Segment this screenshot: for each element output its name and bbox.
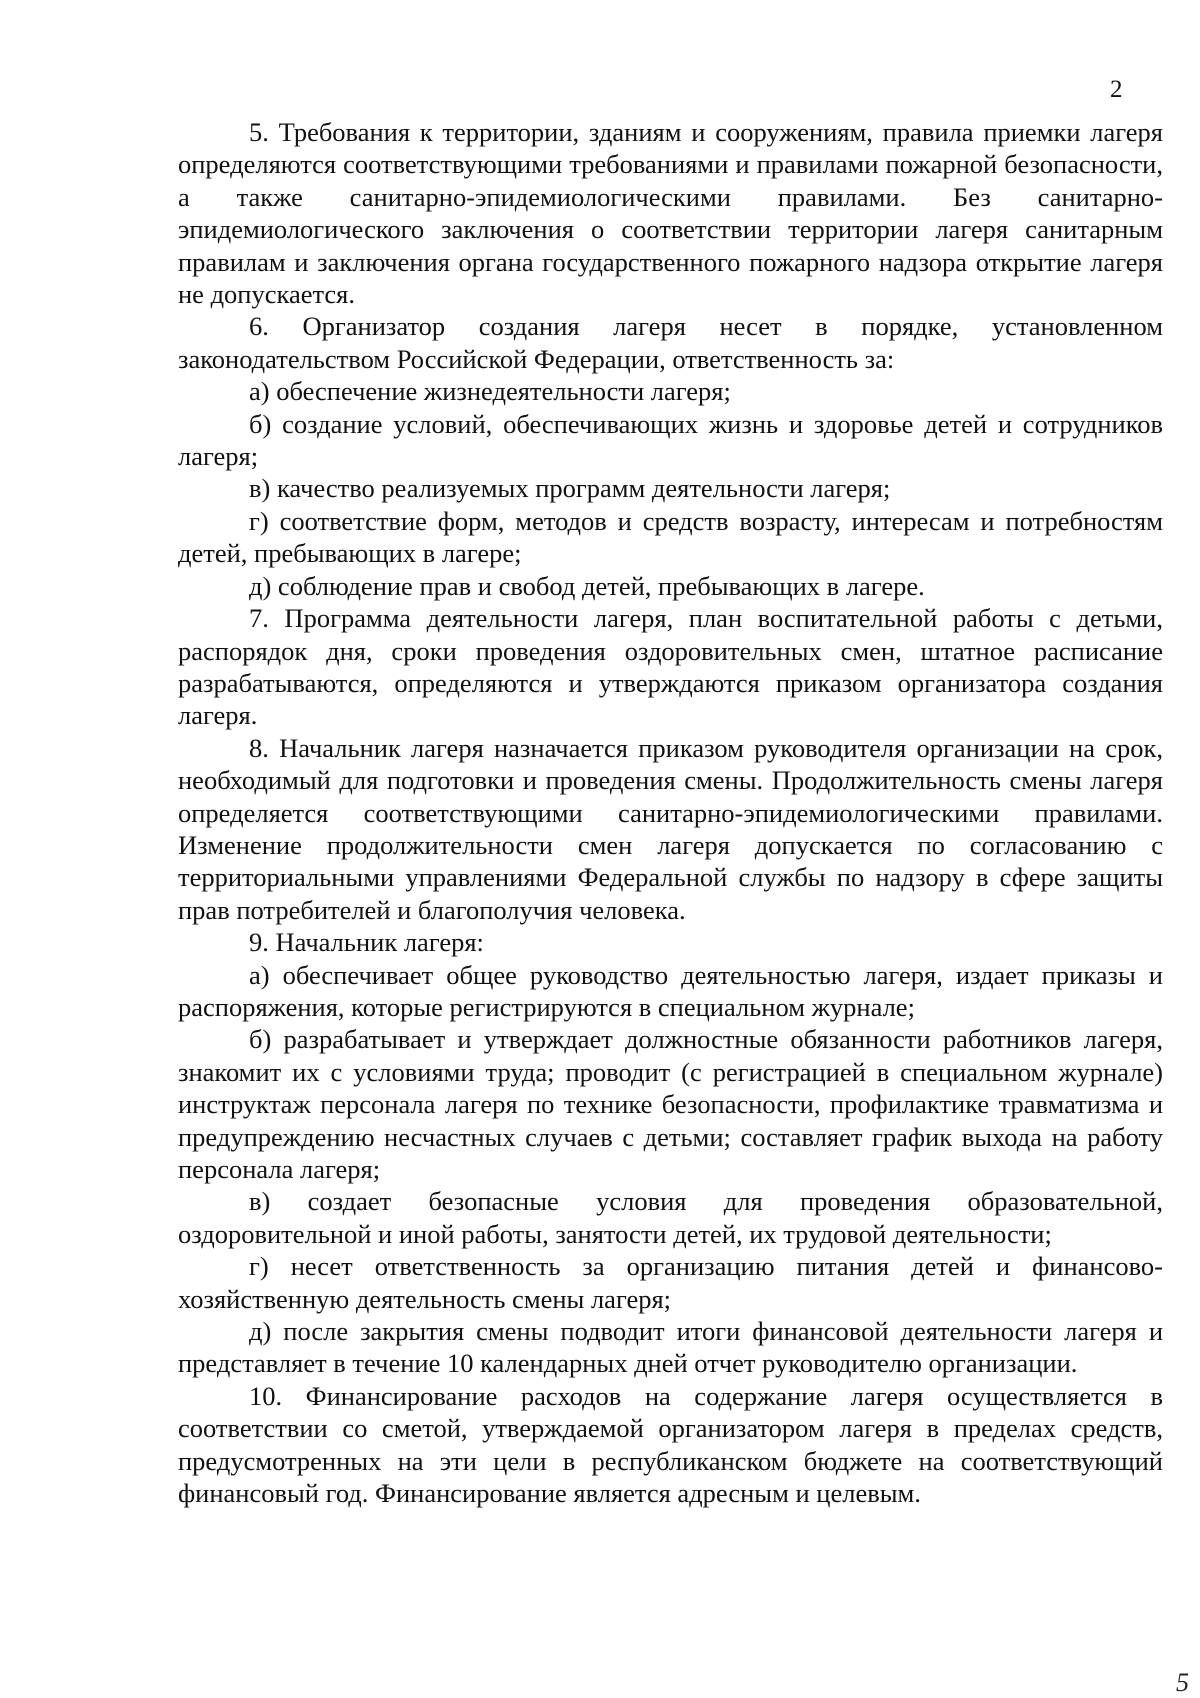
list-item-9d: г) несет ответственность за организацию питания детей и финансово-хозяйственную деятельность смены лагеря; [178, 1251, 1163, 1314]
list-item-9b: б) разрабатывает и утверждает должностные обязанности работников лагеря, знакомит их с условиями труда; проводит (с регистрацией в специальном журнале) инструктаж персонала лагеря по технике безопасности, профилактике травматизма и предупреждению несчастных случаев с детьми; составляет график выхода на работу персонала лагеря; [178, 1024, 1163, 1184]
list-item-6d: г) соответствие форм, методов и средств возрасту, интересам и потребностям детей, пребывающих в лагере; [178, 505, 1163, 569]
list-item-9c: в) создает безопасные условия для проведения образовательной, оздоровительной и иной работы, занятости детей, их трудовой деятельности; [178, 1186, 1163, 1249]
paragraph-9-camp-head: 9. Начальник лагеря: [249, 927, 484, 958]
document-body [178, 116, 1163, 1509]
paragraph-5-requirements: 5. Требования к территории, зданиям и сооружениям, правила приемки лагеря определяются соответствующими требованиями и правилами пожарной безопасности, а также санитарно-эпидемиологическими правилами. Без санитарно-эпидемиологического заключения о соответствии территории лагеря санитарным правилам и заключения органа государственного пожарного надзора открытие лагеря не допускается. [178, 117, 1163, 310]
list-item-9a: а) обеспечивает общее руководство деятельностью лагеря, издает приказы и распоряжения, которые регистрируются в специальном журнале; [178, 959, 1163, 1022]
page-number: 2 [1110, 76, 1123, 103]
corner-mark: 5 [1176, 1668, 1189, 1697]
paragraph-8-camp-head-appointment: 8. Начальник лагеря назначается приказом руководителя организации на срок, необходимый для подготовки и проведения смены. Продолжительность смены лагеря определяется соответствующими санитарно-эпидемиологическими правилами. Изменение продолжительности смен лагеря допускается по согласованию с территориальными управлениями Федеральной службы по надзору в сфере защиты прав потребителей и благополучия человека. [178, 732, 1163, 925]
paragraph-6-organizer-responsibility: 6. Организатор создания лагеря несет в порядке, установленном законодательством Российской Федерации, ответственность за: [178, 311, 1163, 374]
list-item-9e: д) после закрытия смены подводит итоги финансовой деятельности лагеря и представляет в течение 10 календарных дней отчет руководителю организации. [178, 1316, 1163, 1379]
list-item-6e: д) соблюдение прав и свобод детей, пребывающих в лагере. [249, 570, 925, 601]
list-item-6a: а) обеспечение жизнедеятельности лагеря; [249, 376, 731, 407]
paragraph-10-financing: 10. Финансирование расходов на содержание лагеря осуществляется в соответствии со сметой, утверждаемой организатором лагеря в пределах средств, предусмотренных на эти цели в республиканском бюджете на соответствующий финансовый год. Финансирование является адресным и целевым. [178, 1380, 1163, 1509]
list-item-6b: б) создание условий, обеспечивающих жизнь и здоровье детей и сотрудников лагеря; [178, 408, 1163, 472]
paragraph-7-program: 7. Программа деятельности лагеря, план воспитательной работы с детьми, распорядок дня, сроки проведения оздоровительных смен, штатное расписание разрабатываются, определяются и утверждаются приказом организатора создания лагеря. [178, 603, 1163, 731]
list-item-6c: в) качество реализуемых программ деятельности лагеря; [249, 473, 891, 504]
